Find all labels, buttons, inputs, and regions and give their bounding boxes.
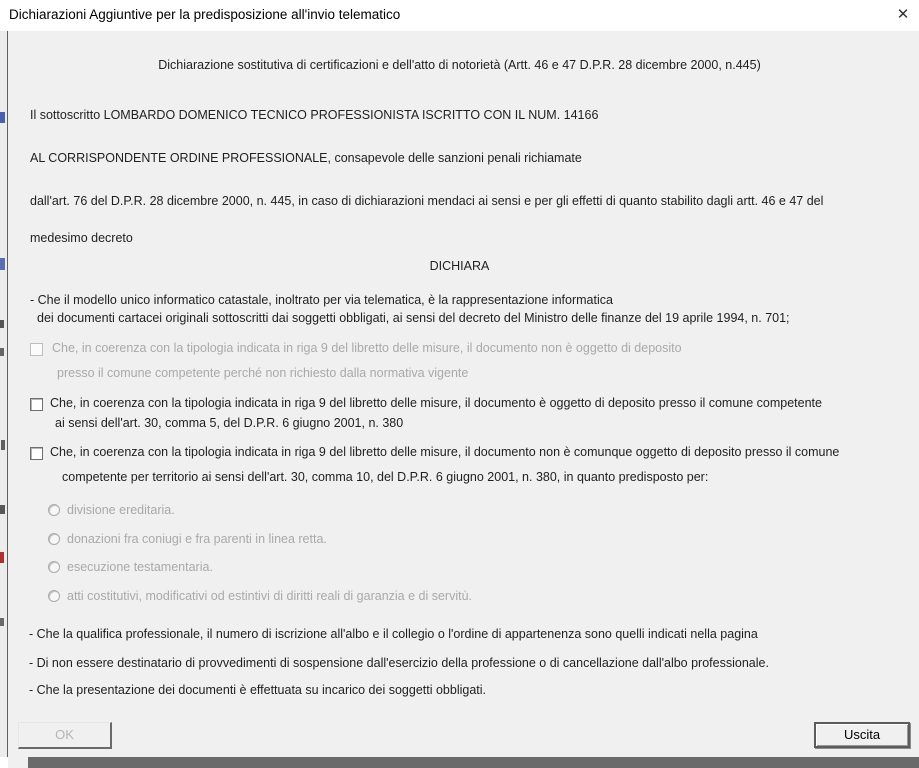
checkbox-deposit-comune[interactable]	[30, 398, 43, 411]
background-window-bottom-edge	[28, 757, 919, 768]
checkbox-deposit-comune-label-line1[interactable]: Che, in coerenza con la tipologia indicata in riga 9 del libretto delle misure, il documento è oggetto di deposito presso il comune competente	[50, 396, 822, 410]
background-window-fragment	[0, 320, 4, 328]
intro-line-law: dall'art. 76 del D.P.R. 28 dicembre 2000, n. 445, in caso di dichiarazioni mendaci ai sensi e per gli effetti di quanto stabilito dagli artt. 46 e 47 del	[30, 194, 824, 208]
radio-esecuzione-testamentaria	[48, 561, 60, 573]
window-title: Dichiarazioni Aggiuntive per la predisposizione all'invio telematico	[9, 7, 401, 22]
radio-atti-costitutivi-label: atti costitutivi, modificativi od estintivi di diritti reali di garanzia e di servitù.	[67, 589, 473, 603]
radio-esecuzione-testamentaria-label: esecuzione testamentaria.	[67, 560, 213, 574]
intro-line-order: AL CORRISPONDENTE ORDINE PROFESSIONALE, consapevole delle sanzioni penali richiamate	[30, 151, 582, 165]
checkbox-no-deposit-not-required-label-line2: presso il comune competente perché non richiesto dalla normativa vigente	[57, 366, 469, 380]
ok-button: OK	[18, 722, 112, 749]
radio-divisione-ereditaria	[48, 504, 60, 516]
closing-bullet-provvedimenti: - Di non essere destinatario di provvedimenti di sospensione dall'esercizio della professione o di cancellazione dall'albo professionale.	[29, 656, 769, 670]
background-window-fragment	[0, 552, 4, 563]
checkbox-deposit-comune-label-line2[interactable]: ai sensi dell'art. 30, comma 5, del D.P.R. 6 giugno 2001, n. 380	[55, 416, 404, 430]
closing-bullet-qualifica: - Che la qualifica professionale, il numero di iscrizione all'albo e il collegio o l'ordine di appartenenza sono quelli indicati nella pagina	[29, 627, 758, 641]
radio-donazioni-label: donazioni fra coniugi e fra parenti in linea retta.	[67, 532, 327, 546]
bullet-model-line1: - Che il modello unico informatico catastale, inoltrato per via telematica, è la rappresentazione informatica	[30, 293, 613, 307]
checkbox-no-deposit-not-required	[30, 343, 43, 356]
background-window-fragment	[0, 618, 4, 626]
background-window-fragment	[0, 112, 5, 123]
checkbox-no-deposit-not-required-label-line1: Che, in coerenza con la tipologia indicata in riga 9 del libretto delle misure, il documento non è oggetto di deposito	[52, 341, 682, 355]
intro-line-decree: medesimo decreto	[30, 231, 133, 245]
checkbox-no-deposit-predisposed-label-line1[interactable]: Che, in coerenza con la tipologia indicata in riga 9 del libretto delle misure, il documento non è comunque oggetto di deposito presso il comune	[50, 445, 840, 459]
title-bar	[0, 0, 919, 31]
background-window-fragment	[0, 348, 4, 356]
bullet-model-line2: dei documenti cartacei originali sottoscritti dai soggetti obbligati, ai sensi del decreto del Ministro delle finanze del 19 aprile 1994, n. 701;	[37, 311, 790, 325]
checkbox-no-deposit-predisposed[interactable]	[30, 447, 43, 460]
background-window-fragment	[1, 440, 5, 450]
checkbox-no-deposit-predisposed-label-line2[interactable]: competente per territorio ai sensi dell'art. 30, comma 10, del D.P.R. 6 giugno 2001, n. 380, in quanto predisposto per:	[62, 470, 709, 484]
radio-donazioni	[48, 533, 60, 545]
section-heading: DICHIARA	[429, 259, 490, 273]
declaration-subtitle: Dichiarazione sostitutiva di certificazioni e dell'atto di notorietà (Artt. 46 e 47 D.P.R. 28 dicembre 2000, n.445)	[158, 58, 761, 72]
background-window-fragment	[0, 258, 5, 270]
exit-button[interactable]: Uscita	[814, 722, 910, 748]
background-window-fragment	[0, 505, 5, 514]
close-icon[interactable]: ✕	[896, 6, 910, 23]
closing-bullet-presentazione: - Che la presentazione dei documenti è effettuata su incarico dei soggetti obbligati.	[29, 683, 487, 697]
intro-line-subscriber: Il sottoscritto LOMBARDO DOMENICO TECNICO PROFESSIONISTA ISCRITTO CON IL NUM. 14166	[30, 108, 599, 122]
radio-atti-costitutivi	[48, 590, 60, 602]
radio-divisione-ereditaria-label: divisione ereditaria.	[67, 503, 175, 517]
